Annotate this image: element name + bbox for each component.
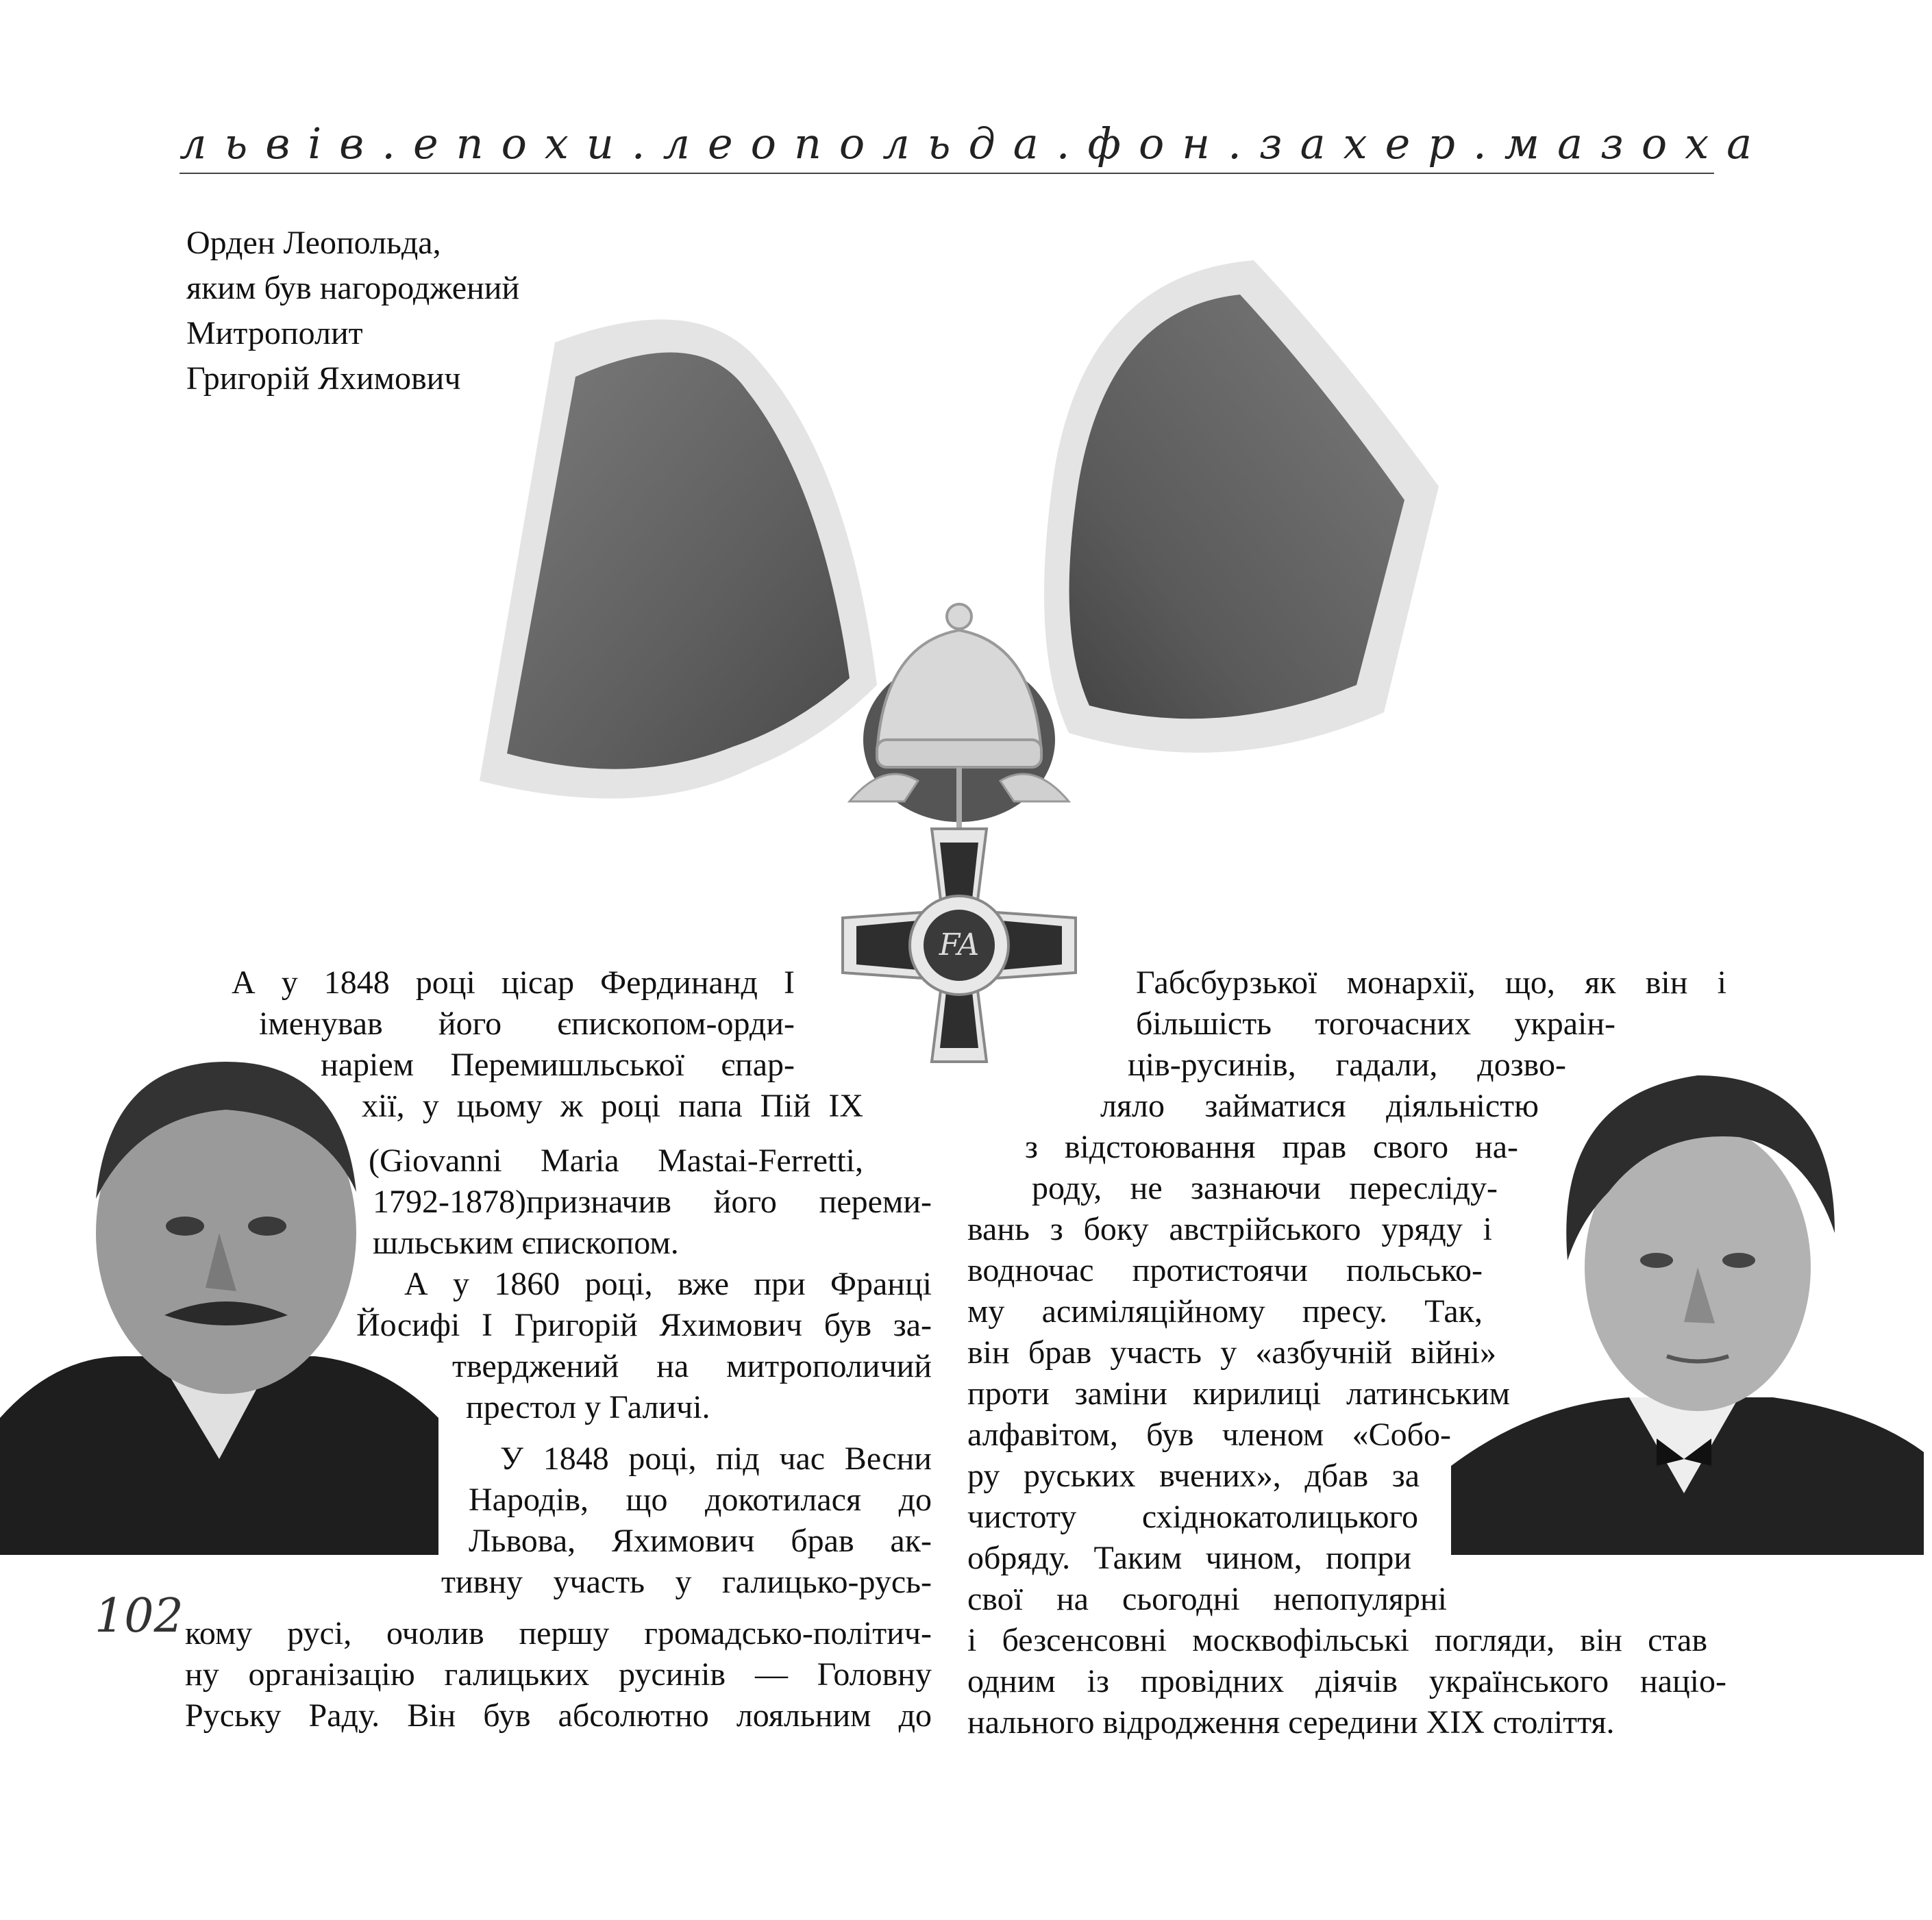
- right-text-line: чистоту східнокатолицького: [967, 1499, 1418, 1535]
- left-text-line: 1792-1878)призначив його переми-: [373, 1184, 932, 1220]
- right-text-line: більшість тогочасних украін-: [1136, 1006, 1615, 1042]
- left-text-line: престол у Галичі.: [466, 1389, 710, 1425]
- left-text-line: іменував його єпископом-орди-: [259, 1006, 795, 1042]
- left-text-line: наріем Перемишльської єпар-: [321, 1047, 795, 1083]
- right-text-line: обряду. Таким чином, попри: [967, 1540, 1411, 1576]
- left-text-line: Йосифі І Григорій Яхимович був за-: [356, 1307, 932, 1343]
- left-text-line: хії, у цьому ж році папа Пій IX: [362, 1088, 863, 1124]
- left-text-line: Львова, Яхимович брав ак-: [469, 1523, 932, 1559]
- right-text-line: і безсенсовні москвофільські погляди, він став: [967, 1622, 1707, 1658]
- caption-line: Митрополит: [186, 315, 363, 351]
- portrait-young-man: [1451, 1055, 1924, 1555]
- right-text-line: він брав участь у «азбучній війні»: [967, 1334, 1496, 1371]
- left-text-line: А у 1860 році, вже при Франці: [404, 1266, 932, 1302]
- header-rule: [179, 173, 1714, 174]
- left-text-line: тверджений на митрополичий: [452, 1348, 932, 1384]
- svg-text:FA: FA: [939, 927, 980, 962]
- right-text-line: ру руських вчених», дбав за: [967, 1458, 1420, 1494]
- right-text-line: водночас протистоячи польсько-: [967, 1252, 1483, 1288]
- right-text-line: одним із провідних діячів українського націо-: [967, 1663, 1726, 1699]
- caption-line: яким був нагороджений: [186, 270, 520, 306]
- caption-line: Орден Леопольда,: [186, 225, 441, 261]
- right-text-line: алфавітом, був членом «Собо-: [967, 1417, 1451, 1453]
- left-text-line: У 1848 році, під час Весни: [500, 1441, 932, 1477]
- right-text-line: нального відродження середини XIX століття.: [967, 1704, 1615, 1741]
- right-text-line: Габсбурзької монархії, що, як він і: [1136, 964, 1726, 1001]
- right-text-line: му асиміляційному пресу. Так,: [967, 1293, 1483, 1330]
- right-text-line: вань з боку австрійського уряду і: [967, 1211, 1492, 1247]
- caption-line: Григорій Яхимович: [186, 360, 461, 397]
- left-text-line: кому русі, очолив першу громадсько-політич-: [185, 1615, 932, 1651]
- page-number: 102: [95, 1589, 184, 1643]
- right-text-line: роду, не зазнаючи пересліду-: [1032, 1170, 1498, 1206]
- right-text-line: свої на сьогодні непопулярні: [967, 1581, 1447, 1617]
- right-text-line: з відстоювання прав свого на-: [1025, 1129, 1518, 1165]
- left-text-line: шльським єпископом.: [373, 1225, 679, 1261]
- running-header: львів.епохи.леопольда.фон.захер.мазоха: [179, 119, 1770, 169]
- left-text-line: Народів, що докотилася до: [469, 1482, 932, 1518]
- right-text-line: ців-русинів, гадали, дозво-: [1128, 1047, 1566, 1083]
- right-text-line: проти заміни кирилиці латинським: [967, 1375, 1510, 1412]
- left-text-line: (Giovanni Maria Mastai-Ferretti,: [369, 1143, 863, 1179]
- left-text-line: ну організацію галицьких русинів — Головну: [185, 1656, 932, 1693]
- right-text-line: ляло займатися діяльністю: [1100, 1088, 1539, 1124]
- left-text-line: Руську Раду. Він був абсолютно лояльним до: [185, 1697, 932, 1734]
- left-text-line: А у 1848 році цісар Фердинанд І: [232, 964, 795, 1001]
- left-text-line: тивну участь у галицько-русь-: [441, 1564, 932, 1600]
